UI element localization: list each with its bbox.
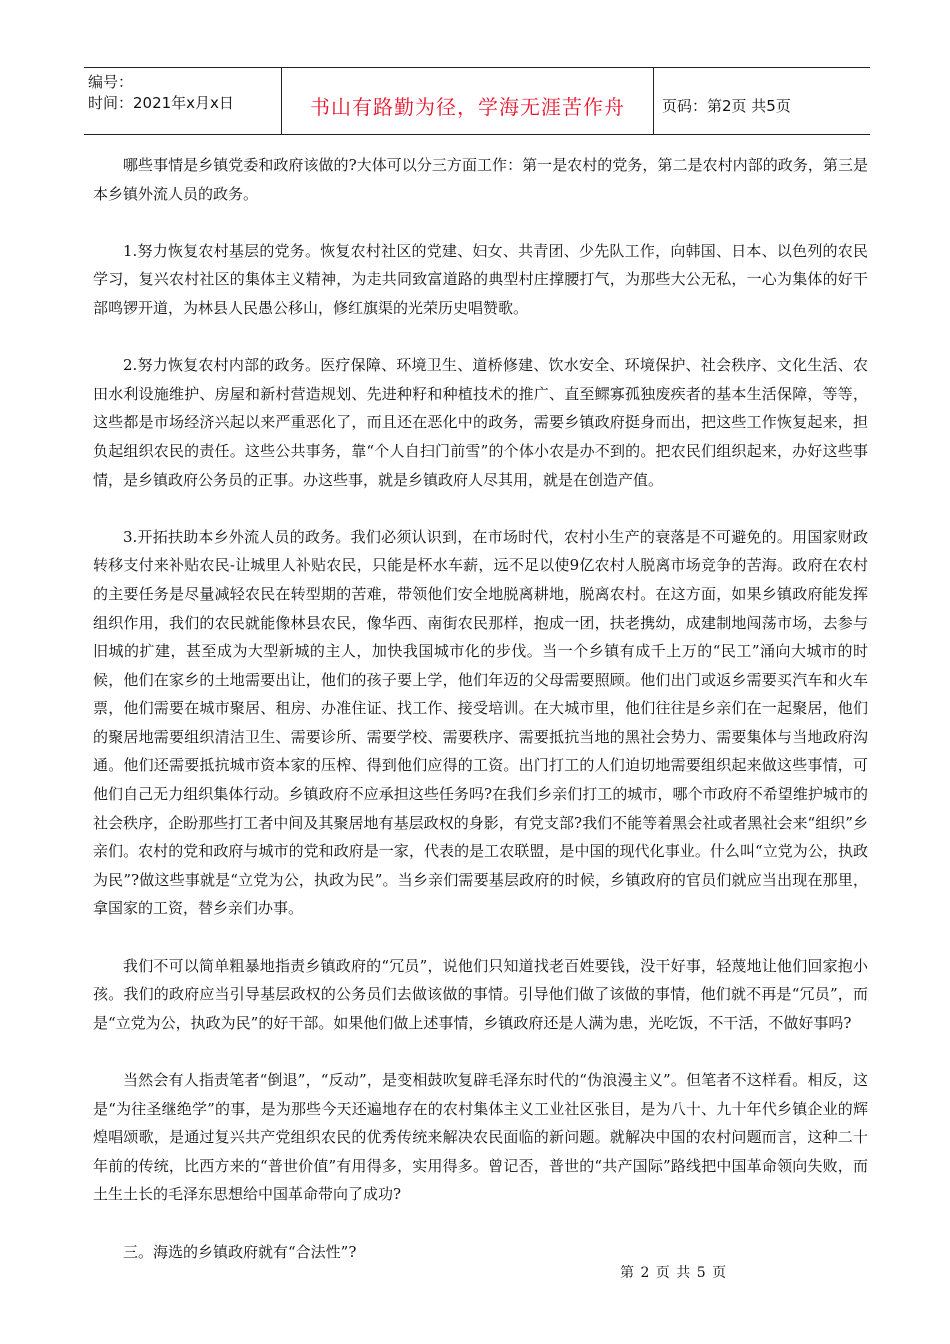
paragraph-item-2: 2.努力恢复农村内部的政务。医疗保障、环境卫生、道桥修建、饮水安全、环境保护、社会秩序、文化生活、农田水利设施维护、房屋和新村营造规划、先进种籽和种植技术的推广、直至鳏寡孤独废疾者的基本生活保障，等等，这些都是市场经济兴起以来严重恶化了，而且还在恶化中的政务，需要乡镇政府挺身而出，把这些工作恢复起来，担负起组织农民的责任。这些公共事务，靠“个人自扫门前雪”的个体小农是办不到的。把农民们组织起来，办好这些事情，是乡镇政府公务员的正事。办这些事，就是乡镇政府人尽其用，就是在创造产值。 <box>93 356 868 489</box>
document-body <box>93 151 868 1295</box>
paragraph-redundancy: 我们不可以简单粗暴地指责乡镇政府的“冗员”，说他们只知道找老百姓要钱，没干好事，轻蔑地让他们回家抱小孩。我们的政府应当引导基层政权的公务员们去做该做的事情。引导他们做了该做的事情，他们就不再是“冗员”，而是“立党为公，执政为民”的好干部。如果他们做上述事情，乡镇政府还是人满为患，光吃饭，不干活，不做好事吗? <box>93 956 868 1032</box>
number-label: 编号： <box>88 73 134 91</box>
header-page-info: 页码：第2页 共5页 <box>662 96 791 115</box>
document-header <box>84 67 870 135</box>
paragraph-rebuttal: 当然会有人指责笔者“倒退”，“反动”，是变相鼓吹复辟毛泽东时代的“伪浪漫主义”。但笔者不这样看。相反，这是“为往圣继绝学”的事，是为那些今天还遍地存在的农村集体主义工业社区张目，是为八十、九十年代乡镇企业的辉煌唱颂歌，是通过复兴共产党组织农民的优秀传统来解决农民面临的新问题。就解决中国的农村问题而言，这种二十年前的传统，比西方来的“普世价值”有用得多，实用得多。曾记否，普世的“共产国际”路线把中国革命领向失败，而土生土长的毛泽东思想给中国革命带向了成功? <box>93 1071 868 1204</box>
paragraph-intro: 哪些事情是乡镇党委和政府该做的?大体可以分三方面工作：第一是农村的党务，第二是农村内部的政务，第三是本乡镇外流人员的政务。 <box>93 156 868 203</box>
date-label: 时间：2021年x月x日 <box>88 94 234 112</box>
paragraph-item-1: 1.努力恢复农村基层的党务。恢复农村社区的党建、妇女、共青团、少先队工作，向韩国、日本、以色列的农民学习，复兴农村社区的集体主义精神，为走共同致富道路的典型村庄撑腰打气，为那些大公无私，一心为集体的好干部鸣锣开道，为林县人民愚公移山，修红旗渠的光荣历史唱赞歌。 <box>93 241 868 317</box>
page-footer: 第 2 页 共 5 页 <box>620 1265 727 1281</box>
paragraph-item-3: 3.开拓扶助本乡外流人员的政务。我们必须认识到，在市场时代，农村小生产的衰落是不可避免的。用国家财政转移支付来补贴农民-让城里人补贴农民，只能是杯水车薪，远不足以使9亿农村人脱离市场竞争的苦海。政府在农村的主要任务是尽量减轻农民在转型期的苦难，带领他们安全地脱离耕地，脱离农村。在这方面，如果乡镇政府能发挥组织作用，我们的农民就能像林县农民，像华西、南街农民那样，抱成一团，扶老携幼，成建制地闯荡市场，去参与旧城的扩建，甚至成为大型新城的主人，加快我国城市化的步伐。当一个乡镇有成千上万的“民工”涌向大城市的时候，他们在家乡的土地需要出让，他们的孩子要上学，他们年迈的父母需要照顾。他们出门或返乡需要买汽车和火车票，他们需要在城市聚居、租房、办准住证、找工作、接受培训。在大城市里，他们往往是乡亲们在一起聚居，他们的聚居地需要组织清洁卫生、需要诊所、需要学校、需要秩序、需要抵抗当地的黑社会势力、需要集体与当地政府沟通。他们还需要抵抗城市资本家的压榨、得到他们应得的工资。出门打工的人们迫切地需要组织起来做这些事情，可他们自己无力组织集体行动。乡镇政府不应承担这些任务吗?在我们乡亲们打工的城市，哪个市政府不希望维护城市的社会秩序，企盼那些打工者中间及其聚居地有基层政权的身影，有党支部?我们不能等着黑会社或者黑社会来“组织”乡亲们。农村的党和政府与城市的党和政府是一家，代表的是工农联盟，是中国的现代化事业。什么叫“立党为公，执政为民”?做这些事就是“立党为公，执政为民”。当乡亲们需要基层政府的时候，乡镇政府的官员们就应当出现在那里，拿国家的工资，替乡亲们办事。 <box>93 527 868 918</box>
header-meta-cell <box>84 68 282 134</box>
section-heading: 三。海选的乡镇政府就有“合法性”? <box>123 1242 357 1261</box>
header-motto: 书山有路勤为径，学海无涯苦作舟 <box>282 68 654 134</box>
